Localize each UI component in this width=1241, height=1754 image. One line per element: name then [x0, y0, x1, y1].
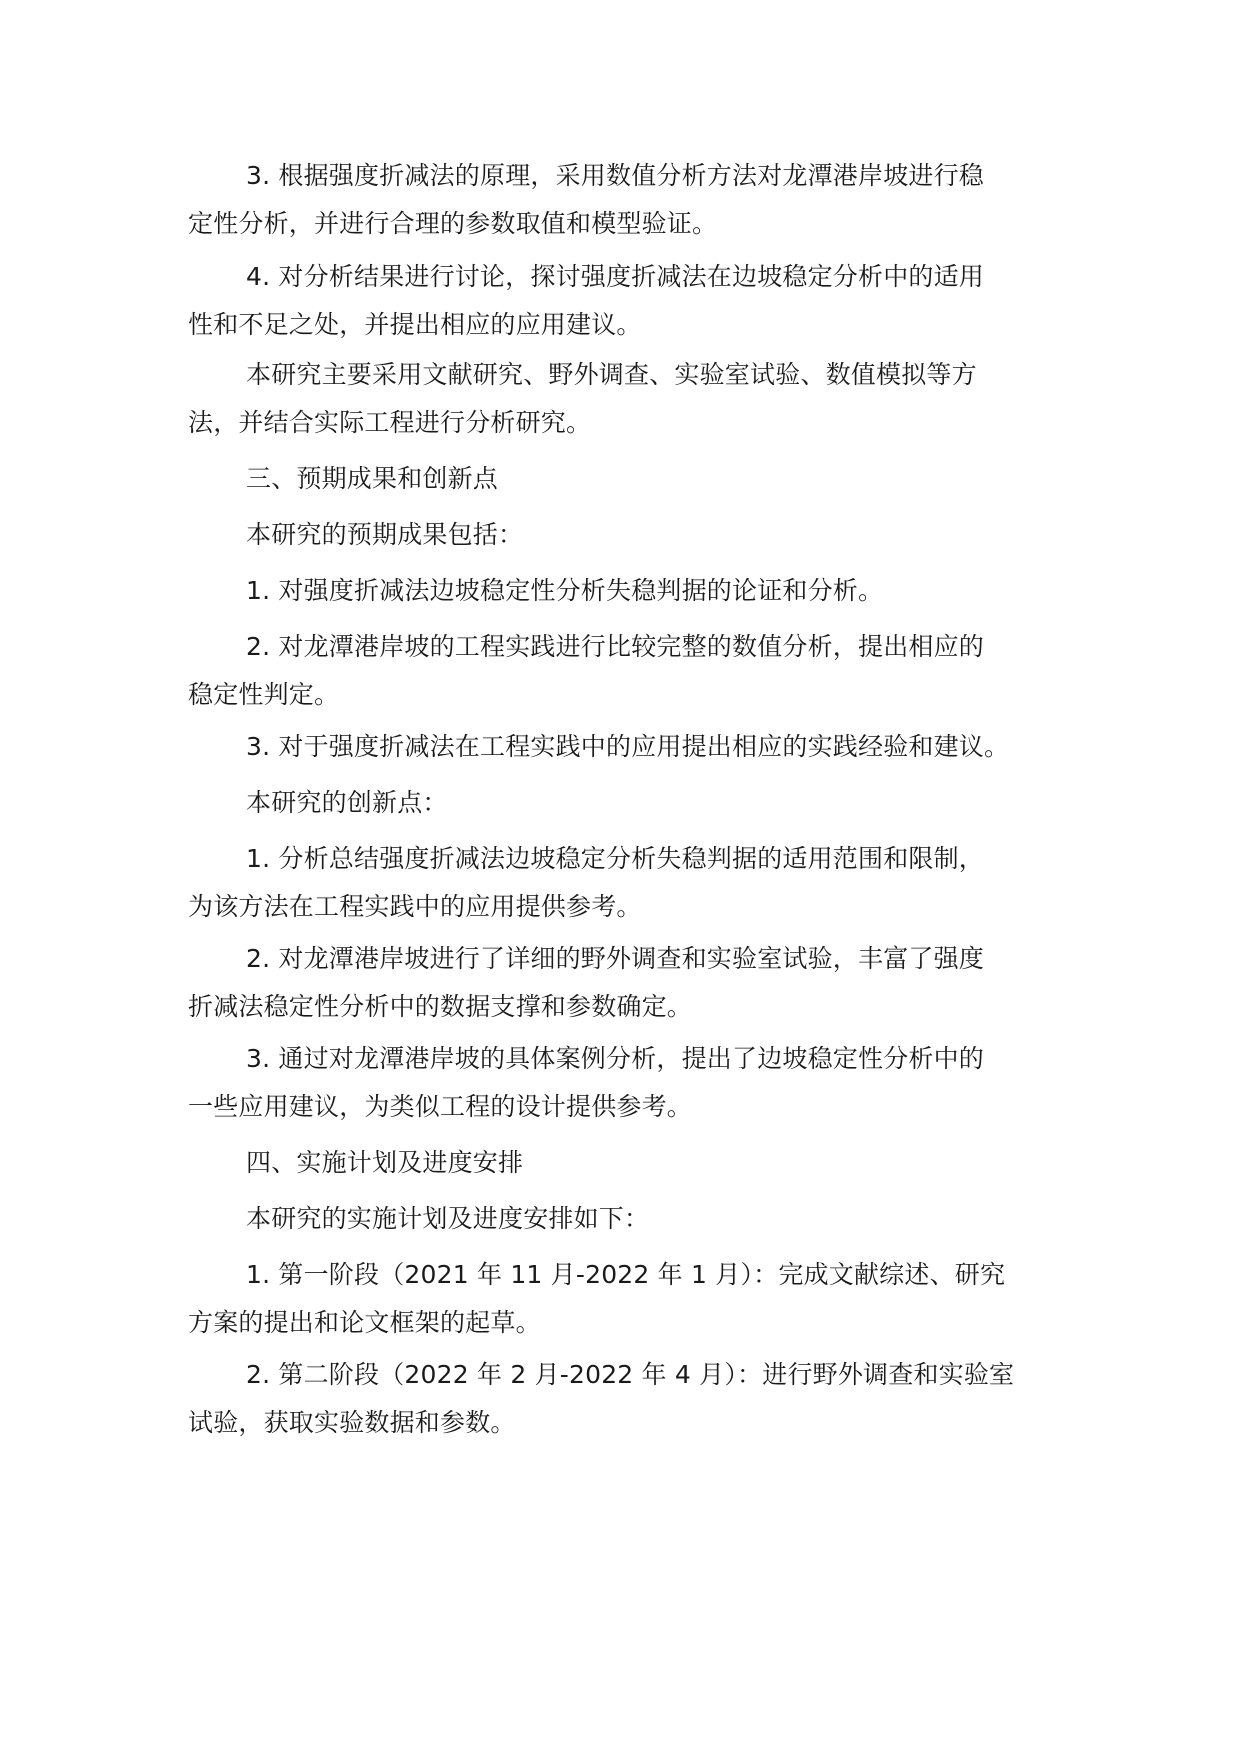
paragraph-line: 一些应用建议，为类似工程的设计提供参考。 [188, 1092, 693, 1121]
paragraph-line: 试验，获取实验数据和参数。 [188, 1408, 516, 1437]
paragraph [188, 253, 1068, 349]
section-heading [188, 1139, 1068, 1187]
paragraph [188, 779, 1068, 827]
paragraph-line: 稳定性判定。 [188, 680, 340, 709]
paragraph-line: 4. 对分析结果进行讨论，探讨强度折减法在边坡稳定分析中的适用 [246, 262, 985, 291]
paragraph [188, 1351, 1068, 1447]
paragraph [188, 511, 1068, 559]
document-body [188, 152, 1068, 1447]
paragraph-line: 定性分析，并进行合理的参数取值和模型验证。 [188, 209, 718, 238]
paragraph [188, 935, 1068, 1031]
paragraph [188, 351, 1068, 447]
paragraph-line: 方案的提出和论文框架的起草。 [188, 1308, 541, 1337]
paragraph [188, 623, 1068, 719]
paragraph-line: 法，并结合实际工程进行分析研究。 [188, 408, 592, 437]
paragraph [188, 152, 1068, 248]
paragraph-line: 2. 第二阶段（2022 年 2 月-2022 年 4 月）：进行野外调查和实验室 [246, 1360, 1015, 1389]
paragraph-line: 为该方法在工程实践中的应用提供参考。 [188, 892, 642, 921]
paragraph-line: 本研究的创新点： [246, 788, 448, 817]
paragraph-line: 2. 对龙潭港岸坡的工程实践进行比较完整的数值分析，提出相应的 [246, 632, 985, 661]
paragraph-line: 3. 对于强度折减法在工程实践中的应用提出相应的实践经验和建议。 [246, 732, 1010, 761]
paragraph-line: 本研究的预期成果包括： [246, 520, 524, 549]
paragraph [188, 723, 1068, 771]
paragraph [188, 835, 1068, 931]
paragraph-line: 本研究主要采用文献研究、野外调查、实验室试验、数值模拟等方 [246, 360, 977, 389]
paragraph-line: 3. 通过对龙潭港岸坡的具体案例分析，提出了边坡稳定性分析中的 [246, 1044, 985, 1073]
paragraph-line: 性和不足之处，并提出相应的应用建议。 [188, 310, 642, 339]
paragraph-line: 1. 分析总结强度折减法边坡稳定分析失稳判据的适用范围和限制， [246, 844, 985, 873]
paragraph-line: 本研究的实施计划及进度安排如下： [246, 1204, 650, 1233]
section-heading [188, 455, 1068, 503]
section-heading-text: 四、实施计划及进度安排 [246, 1148, 524, 1177]
paragraph [188, 1035, 1068, 1131]
paragraph-line: 2. 对龙潭港岸坡进行了详细的野外调查和实验室试验，丰富了强度 [246, 944, 985, 973]
paragraph-line: 1. 对强度折减法边坡稳定性分析失稳判据的论证和分析。 [246, 576, 884, 605]
paragraph-line: 1. 第一阶段（2021 年 11 月-2022 年 1 月）：完成文献综述、研究 [246, 1260, 1006, 1289]
paragraph [188, 1251, 1068, 1347]
paragraph-line: 3. 根据强度折减法的原理，采用数值分析方法对龙潭港岸坡进行稳 [246, 161, 985, 190]
paragraph-line: 折减法稳定性分析中的数据支撑和参数确定。 [188, 992, 693, 1021]
paragraph [188, 567, 1068, 615]
section-heading-text: 三、预期成果和创新点 [246, 464, 499, 493]
paragraph [188, 1195, 1068, 1243]
